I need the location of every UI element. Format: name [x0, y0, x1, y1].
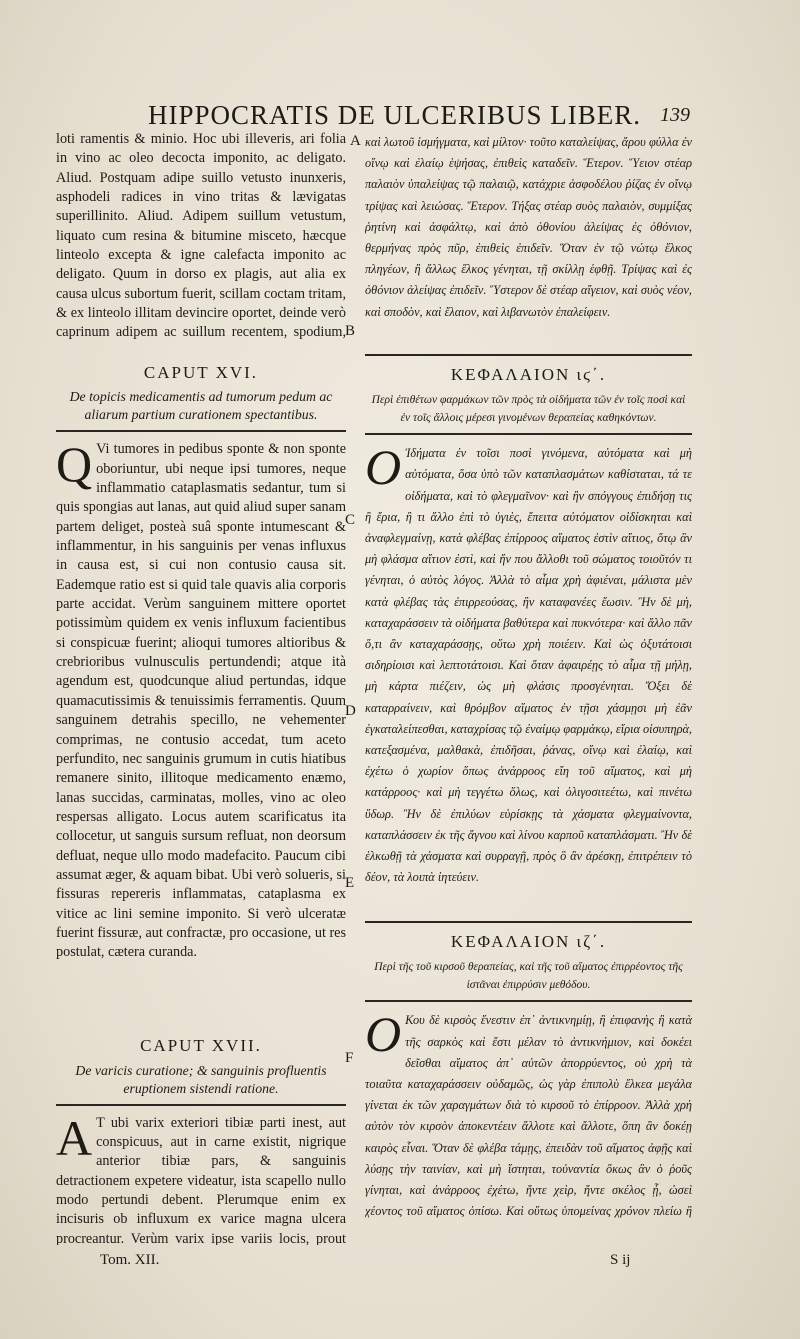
- greek-rule-16: [365, 433, 692, 435]
- latin-dropcap-16: Q: [56, 440, 93, 493]
- greek-dropcap-16: Ο: [365, 443, 402, 496]
- latin-chapter-17-text: T ubi varix exteriori tibiæ parti inest, aut conspicuus, aut in carne existit, nigrique anterior tibiæ pars, & sanguinis detractionem expetere videatur, ista scapello nullo modo pertundi debent. Plerumque enim ex incisuris ob influxum ex varice magna ulcera procreantur. Verùm varix ipse variis locis, prout: [56, 1114, 346, 1245]
- latin-chapter-17-title: CAPUT XVII.: [140, 1036, 262, 1056]
- margin-letter-d: D: [345, 703, 356, 719]
- margin-letter-f: F: [345, 1050, 354, 1066]
- latin-chapter-16-subtitle: De topicis medicamentis ad tumorum pedum ac aliarum partium curationem spectantibus.: [69, 389, 333, 423]
- margin-letter-e: E: [345, 875, 355, 891]
- greek-chapter-17-subtitle: Περὶ τῆς τοῦ κιρσοῦ θεραπείας, καὶ τῆς τοῦ αἵματος ἐπιρρέοντος τῆς ἱστᾶναι ἐπιρρύσιν μεθόδου.: [374, 961, 683, 992]
- greek-chapter-16-subtitle: Περὶ ἐπιθέτων φαρμάκων τῶν πρὸς τὰ οἰδήματα τῶν ἐν τοῖς ποσὶ καὶ ἐν τοῖς ἄλλοις μέρεσι γινομένων θεραπείας καθηκόντων.: [371, 394, 686, 425]
- greek-chapter-16-text: Ἰδήματα ἐν τοῖσι ποσὶ γινόμενα, αὐτόματα καὶ μὴ αὐτόματα, ὅσα ὑπὸ τῶν καταπλασμάτων καθίσταται, τά τε οἰδήματα, καὶ τὸ φλεγμαῖνον· καὶ ἢν σπόγγους ἐπιδήσῃ τις ἢ ἔρια, ἢ τι ἄλλο ἐπὶ τὸ ὑγιὲς, ἔπειτα αὐτόματον οἰδίσκηται καὶ ἀναφλεγμαίνῃ, κατὰ φλέβας ἐπίρροος αἵματος ἐστὶν αἴτιος, ὅτῳ ἂν μὴ φλάσμα αἴτιον ἐστὶ, καὶ ἤν που ἄλλοθι τοῦ σώματος τοιοῦτόν τι γένηται, ὁ αὐτὸς λόγος. Ἀλλὰ τὸ αἷμα χρὴ ἀφιέναι, μάλιστα μὲν κατὰ φλέβας τὰς ἐπιρρεούσας, ἢν καταφανέες ἔωσιν. Ἢν δὲ μὴ, καταχαράσσειν τὰ οἰδήματα βαθύτερα καὶ πυκνότερα· καὶ ἄλλο πᾶν ὅ,τι ἂν καταχαράσσῃς, οὕτω χρὴ ποιέειν. Καὶ ὡς ὀξυτάτοισι σιδηρίοισι καὶ λεπτοτάτοισι. Καὶ ὅταν ἀφαιρέῃς τὸ αἷμα τῇ μήλῃ, μὴ κάρτα πιέζειν, ὡς μὴ φλάσις προσγένηται. Ὄξει δὲ καταρραίνειν, καὶ θρόμβον αἵματος ἐν τῇσι χάσμῃσι μὴ ἐᾶν ἐγκαταλείπεσθαι, καταχρίσας τῷ ἐναίμῳ φαρμάκῳ, εἴρια οἰσυπηρὰ, κατεξασμένα, μαλθακὰ, ἐπιδῆσαι, ῥάνας, οἴνῳ καὶ ἐλαίῳ, καὶ ἐχέτω ὁ χωρίον ὅπως ἀνάρροος εἴη τοῦ αἵματος, καὶ μὴ κατάρροος· καὶ μὴ τεγγέτω ὅλως, καὶ ὀλιγοσιτεέτω, καὶ πινέτω ὕδωρ. Ἢν δὲ ἐπιλύων εὑρίσκῃς τὰ χάσματα φλεγμαίνοντα, καταπλάσσειν ἐκ τῆς ἄγνου καὶ λίνου καρποῦ καταπλάσματι. Ἢν δὲ ἑλκωθῇ τὰ χάσματα καὶ συρραγῇ, πρὸς ὃ ἂν ἀρέσκῃ, ἐπιτρέπειν τὸ δέον, τὰ λοιπὰ ἰητεύειν.: [365, 446, 692, 885]
- greek-chapter-16-title: ΚΕΦΑΛΑΙΟΝ ιϛ΄.: [450, 365, 607, 384]
- latin-chapter-16-body: [56, 440, 346, 1000]
- greek-chapter-17-title: ΚΕΦΑΛΑΙΟΝ ιζ΄.: [450, 932, 607, 952]
- greek-chapter-17-body: [365, 1010, 692, 1225]
- margin-letter-c: C: [345, 512, 356, 528]
- greek-chapter-17-text: Κου δὲ κιρσὸς ἔνεστιν ἐπ᾽ ἀντικνημίῃ, ἢ ἐπιφανὴς ἢ κατὰ τῆς σαρκὸς καὶ ἔστι μέλαν τὸ ἀντικνήμιον, καὶ δοκέει δεῖσθαι αἵματος ἀπ᾽ αὐτῶν ἀπορρύεντος, οὐ χρὴ τὰ τοιαῦτα καταχαράσσειν οὐδαμῶς, ὡς γὰρ ἐπιπολὺ ἕλκεα μεγάλα γίνεται ἐκ τῶν χαραγμάτων διὰ τὸ κιρσοῦ τὸ ἐπίρροον. Ἀλλὰ χρὴ αὐτὸν τὸν κιρσὸν ἀποκεντέειν ἄλλοτε καὶ ἄλλοτε, ὅπη ἂν δοκέῃ καιρὸς εἶναι. Ὅταν δὲ φλέβα τάμῃς, ἐπειδὰν τοῦ αἵματος ἀφῇς καὶ λύσῃς τὴν ταινίαν, καὶ μὴ ἵστηται, τοὐναντία ὅκως ἂν ὁ ῥοῦς γίνηται, καὶ ἀνάρροος ἐχέτω, ἤντε χεὶρ, ἤντε σκέλος ᾖ, ὡσεὶ χέοντος τοῦ αἵματος ὀπίσω. Καὶ οὕτως ὑπομείνας χρόνον πλείω ἢ: [365, 1013, 692, 1219]
- latin-rule-17: [56, 1104, 346, 1106]
- signature-mark: S ij: [610, 1252, 631, 1268]
- latin-chapter-16-title: CAPUT XVI.: [143, 363, 259, 382]
- volume-label: Tom. XII.: [100, 1252, 160, 1268]
- latin-top-paragraph: loti ramentis & minio. Hoc ubi illeveris, ari folia in vino ac oleo decocta imponito, ac deligato. Aliud. Postquam adipe suillo vetusto inunxeris, asphodeli radices in vino tritas & lævigatas superillinito. Aliud. Adipem suillum vetustum, liquato cum resina & bitumine misceto, hæcque linteolo excepta & igne calefacta imponito ac deligato. Quum in dorso ex plagis, aut alia ex causa ulcus subortum fuerit, scillam coctam tritam, & ex linteolo illitam devincire oportet, deinde verò caprinum adipem ac suillum recentem, spodium,: [56, 131, 346, 341]
- greek-top-paragraph: καὶ λωτοῦ ἰσμήγματα, καὶ μίλτον· τοῦτο καταλείψας, ἄρου φύλλα ἐν οἴνῳ καὶ ἐλαίῳ ἑψήσας, ἐπιθεὶς καταδεῖν. Ἕτερον. Ὕειον στέαρ παλαιὸν ὑπαλείψας τῷ παλαιῷ, κατάχριε ἀσφοδέλου ῥίζας ἐν οἴνῳ τρίψας καὶ λειώσας. Ἕτερον. Τήξας στέαρ συὸς παλαιὸν, συμμίξας ῥητίνη καὶ ἀσφάλτῳ, καὶ ἀπὸ ὀθονίου ἀλείψας ἐς ὀθόνιον, θερμήνας πρὸς πῦρ, ἐπιθεὶς ἐπιδεῖν. Ὅταν ἐν τῷ νώτῳ ἕλκος πληγέων, ἢ ἄλλως ἕλκος γένηται, τῇ σκίλλῃ ἑφθῇ. Τρίψας καὶ ἐς ὀθόνιον ἀλείψας ἐπιδεῖν. Ὕστερον δὲ στέαρ αἴγειον, καὶ συὸς νέον, καὶ σποδὸν, καὶ ἔλαιον, καὶ λιβανωτὸν ἐπαλείφειν.: [365, 135, 692, 319]
- latin-chapter-17-subtitle: De varicis curatione; & sanguinis profluentis eruptionem sistendi ratione.: [75, 1062, 327, 1096]
- latin-chapter-16-text: Vi tumores in pedibus sponte & non sponte oboriuntur, ubi neque ipsi tumores, neque inflammatio cataplasmatis sedantur, tum si quis spongias aut lanas, aut quid aliud super sanam partem deliget, posteà suâ sponte intumescant & inflammentur, in his sanguinis per venas influxus in causa est, si cui non contusio causa sit. Eademque ratio est si quid tale quavis alia corporis parte accidat. Verùm sanguinem mittere oportet potissimùm quidem ex venis influxum facientibus si conspicuæ fuerint; alioqui tumores altioribus & crebrioribus vulnusculis pertundendi; atque ità agendum est, quodcunque aliud pertundas, idque quamacutissimis & tenuissimis ferramentis. Quum sanguinem detrahis specillo, ne vehementer comprimas, ne contusio accedat, tum aceto perfundito, nec sanguinis grumum in cutis hiatibus remanere sinito, illitoque medicamento enæmo, lanas succidas, carminatas, molles, vino ac oleo respersas alligato. Locus autem scarificatus ita collocetur, ut sanguis sursum refluat, non deorsum defluat, neque ullo modo madefacito. Paucum cibi assumat æger, & aquam bibat. Ubi verò solueris, si fissuras repereris inflammatas, cataplasma ex vitice ac lini semine imponito. Si verò ulceratæ fuerint fissuræ, aut confractæ, pro occasione, ut res postulat, cætera curanda.: [56, 441, 346, 961]
- greek-rule-mid: [365, 921, 692, 923]
- margin-letter-b: B: [345, 323, 356, 339]
- latin-dropcap-17: A: [56, 1113, 93, 1166]
- running-header: [130, 100, 690, 130]
- greek-column: [365, 132, 692, 1232]
- greek-rule-17: [365, 1000, 692, 1002]
- greek-chapter-16-body: [365, 443, 692, 913]
- latin-chapter-17-body: [56, 1114, 346, 1245]
- latin-column: [56, 130, 346, 1245]
- running-title: HIPPOCRATIS DE ULCERIBUS LIBER.: [148, 100, 642, 130]
- greek-dropcap-17: Ο: [365, 1010, 402, 1063]
- latin-rule-16: [56, 430, 346, 432]
- margin-letter-a: A: [350, 133, 361, 149]
- greek-rule-top: [365, 354, 692, 356]
- page-number: 139: [660, 104, 690, 126]
